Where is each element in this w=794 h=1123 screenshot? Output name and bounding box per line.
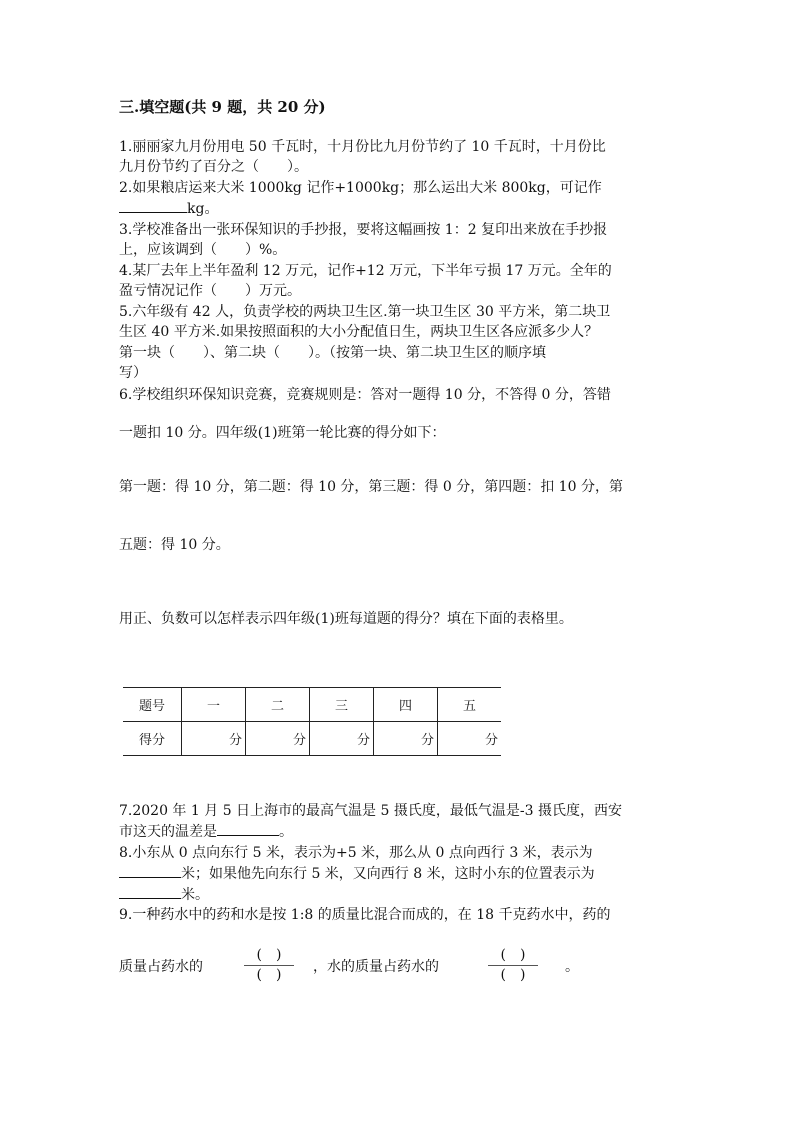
score-table-row [123, 722, 501, 756]
question-3-line-2: 上，应该调到（ ）%。 [119, 242, 287, 258]
question-8-line-1: 8.小东从 0 点向东行 5 米，表示为+5 米，那么从 0 点向西行 3 米，表示为 [119, 845, 593, 861]
answer-blank[interactable] [119, 198, 187, 213]
question-6-line-2: 一题扣 10 分。四年级(1)班第一轮比赛的得分如下： [119, 425, 446, 441]
question-6-line-4: 五题：得 10 分。 [119, 537, 230, 553]
fraction-numerator: ( ) [500, 947, 526, 963]
table-column-5: 五 [438, 688, 502, 722]
table-column-3: 三 [310, 688, 374, 722]
question-7-line-1: 7.2020 年 1 月 5 日上海市的最高气温是 5 摄氏度，最低气温是-3 摄氏度，西安 [119, 803, 622, 819]
table-column-2: 二 [246, 688, 310, 722]
question-5-line-2: 生区 40 平方米.如果按照面积的大小分配值日生，两块卫生区各应派多少人？ [119, 324, 599, 340]
question-7-line-2 [119, 821, 293, 842]
question-9-line-1: 9.一种药水中的药和水是按 1:8 的质量比混合而成的，在 18 千克药水中，药的 [119, 907, 611, 923]
table-column-4: 四 [374, 688, 438, 722]
question-2-unit: kg。 [187, 201, 219, 217]
score-cell[interactable]: 分 [438, 722, 502, 756]
fraction-denominator: ( ) [256, 967, 282, 983]
table-header-label: 题号 [123, 688, 182, 722]
question-4-line-2: 盈亏情况记作（ ）万元。 [119, 283, 301, 299]
answer-blank[interactable] [217, 821, 279, 836]
question-9-part-3: 。 [565, 959, 579, 975]
score-cell[interactable]: 分 [246, 722, 310, 756]
fraction-bar [244, 965, 294, 966]
answer-blank[interactable] [119, 884, 181, 899]
table-row-label: 得分 [123, 722, 182, 756]
fraction-blank-1[interactable] [244, 947, 294, 984]
question-8-text: 米；如果他先向东行 5 米，又向西行 8 米，这时小东的位置表示为 [181, 866, 595, 882]
score-cell[interactable]: 分 [310, 722, 374, 756]
score-table [123, 687, 501, 756]
question-9-part-2: ，水的质量占药水的 [313, 959, 439, 975]
fraction-bar [488, 965, 538, 966]
score-cell[interactable]: 分 [374, 722, 438, 756]
question-7-text: 市这天的温差是 [119, 824, 217, 840]
question-1-line-2: 九月份节约了百分之（ ）。 [119, 159, 308, 175]
fraction-denominator: ( ) [500, 967, 526, 983]
answer-blank[interactable] [119, 863, 181, 878]
question-8-end: 米。 [181, 887, 209, 903]
question-3-line-1: 3.学校准备出一张环保知识的手抄报，要将这幅画按 1：2 复印出来放在手抄报 [119, 222, 608, 238]
question-2-line-2 [119, 198, 218, 219]
question-1-line-1: 1.丽丽家九月份用电 50 千瓦时，十月份比九月份节约了 10 千瓦时，十月份比 [119, 139, 606, 155]
question-7-end: 。 [279, 824, 293, 840]
score-table-header-row [123, 688, 501, 722]
question-9-part-1: 质量占药水的 [119, 959, 203, 975]
fraction-blank-2[interactable] [488, 947, 538, 984]
question-4-line-1: 4.某厂去年上半年盈利 12 万元，记作+12 万元，下半年亏损 17 万元。全年的 [119, 263, 612, 279]
question-2-line-1: 2.如果粮店运来大米 1000kg 记作+1000kg；那么运出大米 800kg，可记作 [119, 180, 602, 196]
question-5-line-4: 写） [119, 365, 147, 381]
table-column-1: 一 [182, 688, 246, 722]
question-8-line-2 [119, 863, 595, 884]
question-5-line-3: 第一块（ ）、第二块（ ）。（按第一块、第二块卫生区的顺序填 [119, 345, 546, 361]
question-8-line-3 [119, 884, 209, 905]
fraction-numerator: ( ) [256, 947, 282, 963]
score-cell[interactable]: 分 [182, 722, 246, 756]
section-title: 三.填空题(共 9 题，共 20 分) [119, 98, 326, 116]
question-5-line-1: 5.六年级有 42 人，负责学校的两块卫生区.第一块卫生区 30 平方米，第二块卫 [119, 304, 611, 320]
question-6-line-1: 6.学校组织环保知识竞赛，竞赛规则是：答对一题得 10 分，不答得 0 分，答错 [119, 387, 611, 403]
question-6-instruction: 用正、负数可以怎样表示四年级(1)班每道题的得分？填在下面的表格里。 [119, 611, 573, 627]
question-6-line-3: 第一题：得 10 分，第二题：得 10 分，第三题：得 0 分，第四题：扣 10 分，第 [119, 479, 623, 495]
